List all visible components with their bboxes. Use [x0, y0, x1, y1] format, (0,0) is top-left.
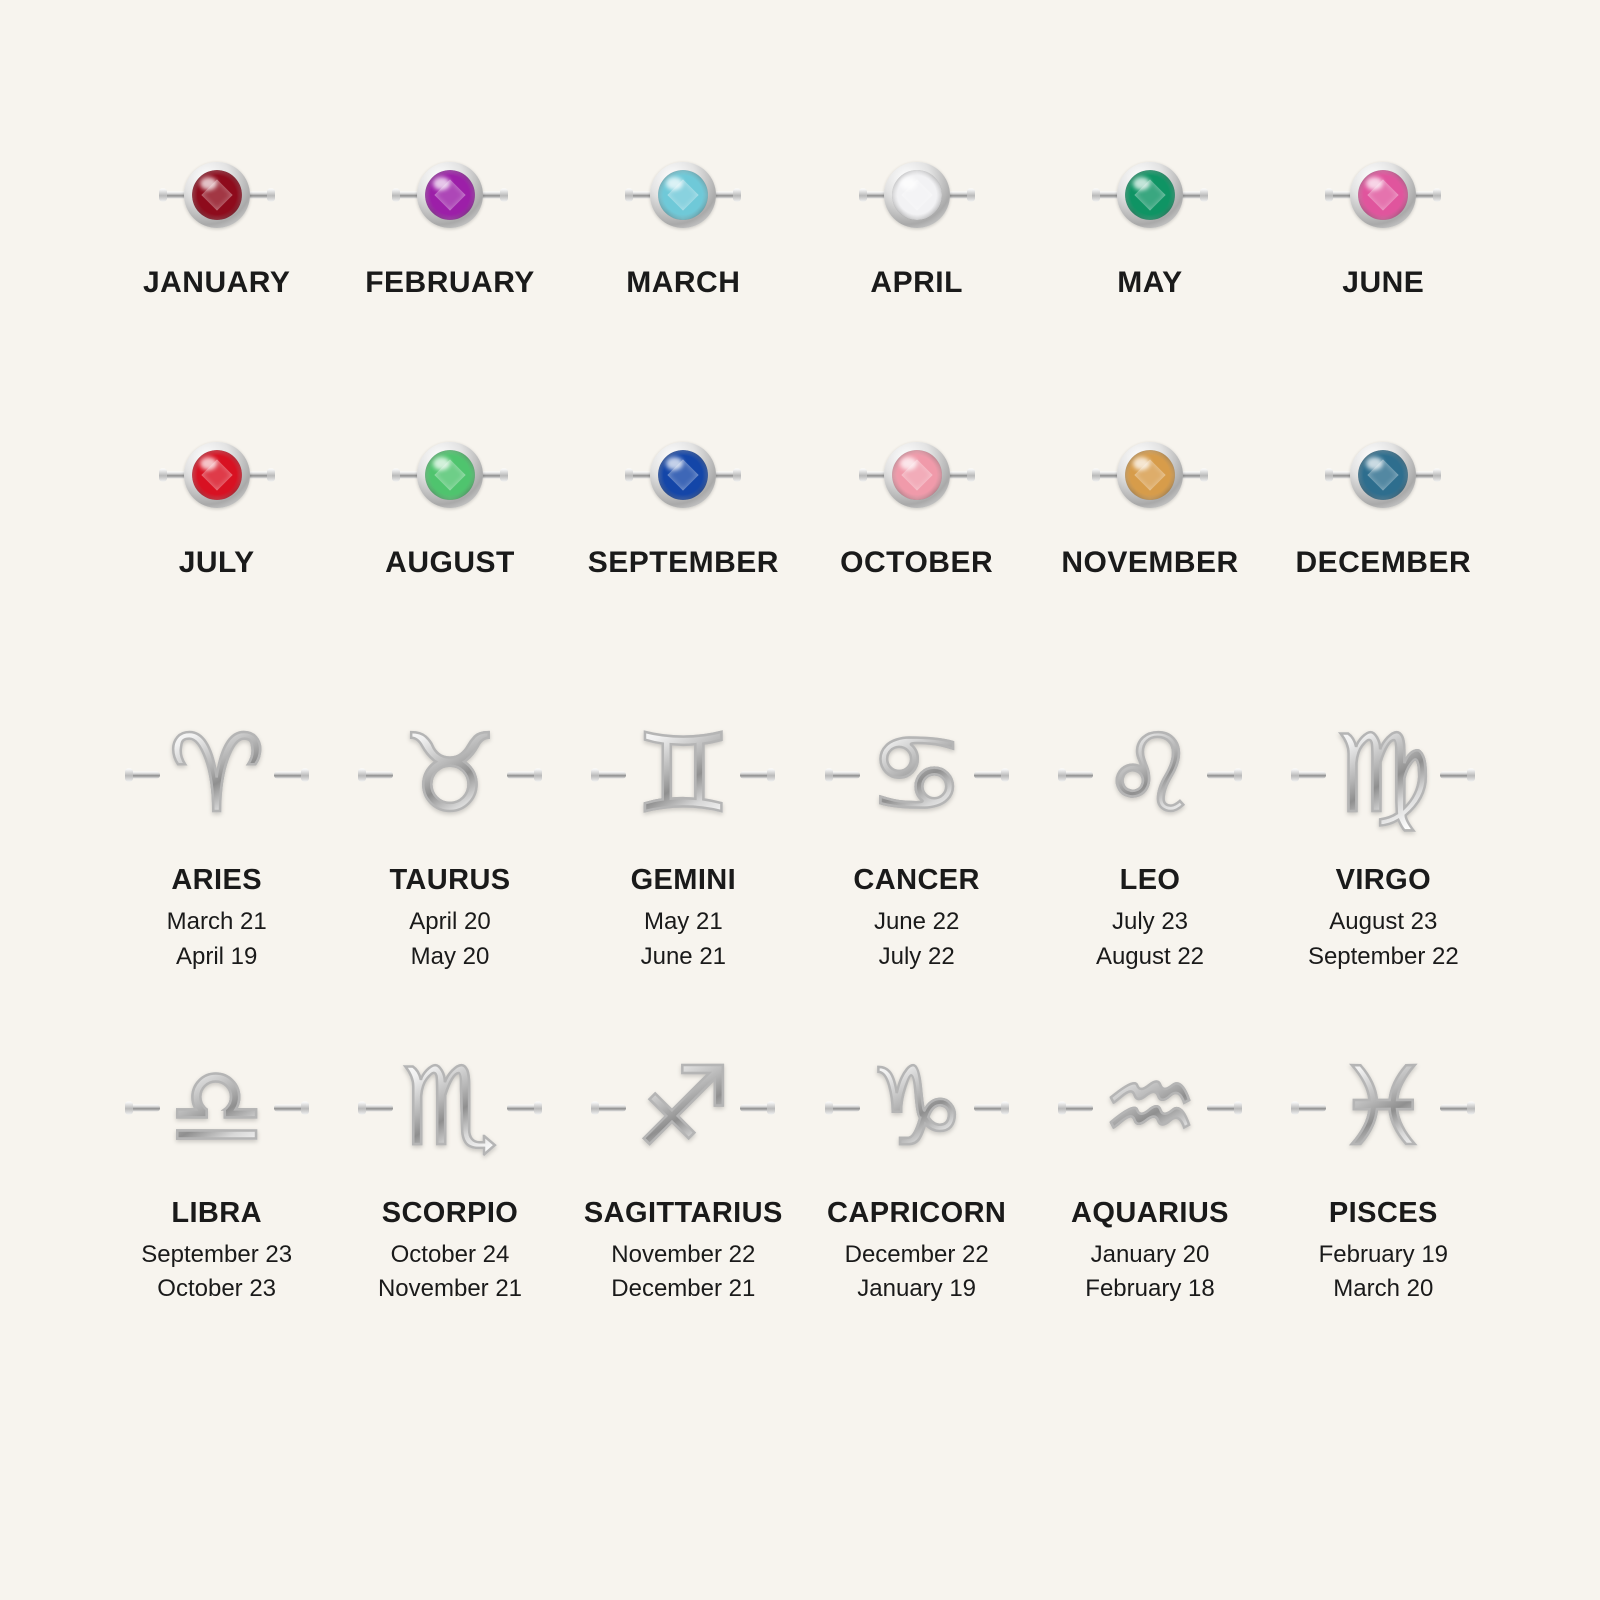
zodiac-cell-aries[interactable]: [100, 700, 333, 975]
zodiac-glyph: ♑: [868, 1044, 966, 1170]
gemstone: [425, 450, 475, 500]
birthstone-month-label: JANUARY: [142, 266, 291, 299]
zodiac-sign-name: VIRGO: [1335, 864, 1432, 896]
connector-bar-right-icon: [507, 772, 541, 779]
birthstone-month-label: FEBRUARY: [365, 266, 535, 299]
zodiac-aries-icon: [112, 700, 322, 850]
zodiac-cell-capricorn[interactable]: [800, 1033, 1033, 1308]
zodiac-glyph: ♋: [868, 712, 966, 837]
zodiac-date-start: May 21: [643, 908, 723, 935]
birthstone-charm-icon: [385, 150, 515, 240]
bezel-setting: [1117, 162, 1183, 228]
connector-bar-left-icon: [126, 772, 160, 779]
birthstone-month-label: JULY: [178, 546, 255, 579]
zodiac-sign-name: SAGITTARIUS: [583, 1196, 783, 1229]
connector-bar-left-icon: [592, 1104, 626, 1111]
zodiac-date-start: November 22: [611, 1240, 756, 1268]
zodiac-date-start: December 22: [844, 1240, 989, 1268]
connector-bar-left-icon: [826, 772, 860, 779]
birthstone-month-label: OCTOBER: [840, 546, 994, 579]
zodiac-capricorn-icon: [812, 1033, 1022, 1183]
zodiac-date-end: April 19: [175, 942, 258, 970]
birthstone-charm-icon: [852, 430, 982, 520]
zodiac-glyph: ♍: [1334, 712, 1432, 837]
zodiac-row-libra-pisces: [100, 1033, 1500, 1308]
connector-bar-right-icon: [1207, 772, 1241, 779]
connector-bar-right-icon: [274, 1104, 308, 1111]
birthstone-charm-icon: [618, 150, 748, 240]
connector-bar-left-icon: [126, 1104, 160, 1111]
connector-bar-left-icon: [1059, 772, 1093, 779]
birthstone-cell-november[interactable]: [1033, 430, 1266, 580]
bezel-setting: [884, 442, 950, 508]
bezel-setting: [650, 442, 716, 508]
bezel-setting: [184, 162, 250, 228]
connector-bar-left-icon: [1059, 1104, 1093, 1111]
gem-highlight: [433, 177, 450, 190]
zodiac-sign-name: ARIES: [171, 864, 262, 896]
connector-bar-right-icon: [740, 772, 774, 779]
bezel-setting: [884, 162, 950, 228]
birthstone-month-label: NOVEMBER: [1061, 546, 1239, 579]
gemstone: [425, 170, 475, 220]
zodiac-sign-name: TAURUS: [389, 864, 511, 896]
birthstone-month-label: JUNE: [1342, 266, 1425, 299]
zodiac-date-end: March 20: [1333, 1275, 1434, 1303]
zodiac-cell-pisces[interactable]: [1267, 1033, 1500, 1308]
zodiac-sign-name: GEMINI: [630, 864, 737, 896]
zodiac-cell-libra[interactable]: [100, 1033, 333, 1308]
zodiac-cell-virgo[interactable]: [1267, 700, 1500, 975]
gemstone: [192, 450, 242, 500]
connector-bar-right-icon: [507, 1104, 541, 1111]
zodiac-date-end: August 22: [1095, 942, 1205, 970]
zodiac-date-end: February 18: [1085, 1275, 1215, 1303]
zodiac-date-start: June 22: [873, 908, 960, 935]
gem-highlight: [900, 457, 917, 470]
zodiac-date-end: November 21: [377, 1275, 523, 1303]
bezel-setting: [1117, 442, 1183, 508]
birthstone-charm-icon: [152, 150, 282, 240]
zodiac-date-start: August 23: [1329, 908, 1438, 935]
zodiac-cell-leo[interactable]: [1033, 700, 1266, 975]
connector-bar-right-icon: [740, 1104, 774, 1111]
birthstone-month-label: MAY: [1117, 266, 1183, 299]
birthstone-row-july-december: [100, 430, 1500, 580]
birthstone-charm-icon: [852, 150, 982, 240]
birthstone-cell-october[interactable]: [800, 430, 1033, 580]
connector-bar-right-icon: [974, 772, 1008, 779]
connector-bar-left-icon: [359, 772, 393, 779]
birthstone-charm-icon: [1318, 430, 1448, 520]
connector-bar-left-icon: [826, 1104, 860, 1111]
birthstone-month-label: SEPTEMBER: [587, 546, 779, 579]
gem-highlight: [200, 177, 217, 190]
connector-bar-right-icon: [1207, 1104, 1241, 1111]
zodiac-glyph: ♉: [401, 712, 499, 837]
gemstone: [892, 170, 942, 220]
zodiac-sign-name: AQUARIUS: [1071, 1196, 1229, 1229]
birthstone-month-label: MARCH: [626, 266, 741, 299]
zodiac-sign-name: LIBRA: [171, 1196, 262, 1229]
zodiac-cell-sagittarius[interactable]: [567, 1033, 800, 1308]
gem-highlight: [200, 457, 217, 470]
birthstone-row-january-june: [100, 150, 1500, 300]
birthstone-charm-icon: [618, 430, 748, 520]
birthstone-cell-august[interactable]: [333, 430, 566, 580]
zodiac-date-end: September 22: [1307, 942, 1459, 970]
gemstone: [1125, 450, 1175, 500]
zodiac-gemini-icon: [578, 700, 788, 850]
zodiac-glyph: ♈: [168, 712, 266, 837]
zodiac-date-end: January 19: [857, 1275, 977, 1303]
gemstone: [892, 450, 942, 500]
connector-bar-right-icon: [974, 1104, 1008, 1111]
zodiac-sign-name: CAPRICORN: [827, 1196, 1007, 1229]
bezel-setting: [1350, 162, 1416, 228]
zodiac-libra-icon: [112, 1033, 322, 1183]
gemstone: [1358, 170, 1408, 220]
gemstone: [658, 450, 708, 500]
zodiac-row-aries-virgo: [100, 700, 1500, 975]
zodiac-virgo-icon: [1278, 700, 1488, 850]
birthstone-charm-icon: [1085, 150, 1215, 240]
zodiac-date-end: July 22: [878, 942, 955, 970]
birthstone-cell-july[interactable]: [100, 430, 333, 580]
zodiac-date-start: July 23: [1111, 908, 1189, 935]
zodiac-date-start: March 21: [166, 908, 267, 935]
connector-bar-left-icon: [359, 1104, 393, 1111]
birthstone-cell-february[interactable]: [333, 150, 566, 300]
birthstone-month-label: DECEMBER: [1295, 546, 1472, 579]
gemstone: [1125, 170, 1175, 220]
bezel-setting: [417, 162, 483, 228]
gemstone: [658, 170, 708, 220]
birthstone-month-label: APRIL: [870, 266, 963, 299]
bezel-setting: [417, 442, 483, 508]
bezel-setting: [650, 162, 716, 228]
zodiac-date-start: October 24: [390, 1240, 510, 1268]
zodiac-glyph: ♎: [168, 1044, 266, 1170]
gemstone: [1358, 450, 1408, 500]
connector-bar-left-icon: [1292, 772, 1326, 779]
zodiac-cell-aquarius[interactable]: [1033, 1033, 1266, 1308]
zodiac-date-start: February 19: [1318, 1240, 1449, 1268]
zodiac-date-end: June 21: [640, 942, 727, 970]
zodiac-taurus-icon: [345, 700, 555, 850]
zodiac-sign-name: PISCES: [1328, 1196, 1438, 1229]
connector-bar-left-icon: [592, 772, 626, 779]
zodiac-cell-taurus[interactable]: [333, 700, 566, 975]
birthstone-cell-may[interactable]: [1033, 150, 1266, 300]
zodiac-sign-name: LEO: [1119, 864, 1181, 896]
gem-highlight: [1133, 457, 1150, 470]
birthstone-charm-icon: [1318, 150, 1448, 240]
birthstone-cell-march[interactable]: [567, 150, 800, 300]
zodiac-cancer-icon: [812, 700, 1022, 850]
zodiac-date-start: September 23: [141, 1240, 293, 1268]
bezel-setting: [1350, 442, 1416, 508]
zodiac-sagittarius-icon: [578, 1033, 788, 1183]
zodiac-leo-icon: [1045, 700, 1255, 850]
birthstone-cell-september[interactable]: [567, 430, 800, 580]
connector-bar-left-icon: [1292, 1104, 1326, 1111]
zodiac-date-end: October 23: [157, 1275, 277, 1303]
zodiac-glyph: ♐: [634, 1044, 732, 1170]
birthstone-cell-april[interactable]: [800, 150, 1033, 300]
birthstone-charm-icon: [152, 430, 282, 520]
zodiac-date-start: January 20: [1090, 1240, 1210, 1268]
zodiac-cell-scorpio[interactable]: [333, 1033, 566, 1308]
zodiac-glyph: ♒: [1101, 1044, 1199, 1170]
gemstone: [192, 170, 242, 220]
birthstone-charm-icon: [1085, 430, 1215, 520]
gem-highlight: [1133, 177, 1150, 190]
zodiac-aquarius-icon: [1045, 1033, 1255, 1183]
connector-bar-right-icon: [274, 772, 308, 779]
birthstone-cell-january[interactable]: [100, 150, 333, 300]
zodiac-glyph: ♊: [634, 712, 732, 837]
zodiac-glyph: ♌: [1101, 712, 1199, 837]
zodiac-glyph: ♏: [401, 1044, 499, 1170]
zodiac-glyph: ♓: [1334, 1044, 1432, 1170]
connector-bar-right-icon: [1440, 1104, 1474, 1111]
birthstone-cell-june[interactable]: [1267, 150, 1500, 300]
birthstone-charm-icon: [385, 430, 515, 520]
zodiac-sign-name: CANCER: [853, 864, 980, 896]
zodiac-date-end: May 20: [410, 942, 490, 970]
gem-highlight: [900, 177, 917, 190]
zodiac-scorpio-icon: [345, 1033, 555, 1183]
zodiac-date-start: April 20: [409, 908, 491, 935]
zodiac-date-end: December 21: [611, 1275, 756, 1303]
gem-highlight: [433, 457, 450, 470]
zodiac-pisces-icon: [1278, 1033, 1488, 1183]
connector-bar-right-icon: [1440, 772, 1474, 779]
zodiac-cell-gemini[interactable]: [567, 700, 800, 975]
zodiac-cell-cancer[interactable]: [800, 700, 1033, 975]
birthstone-month-label: AUGUST: [385, 546, 515, 579]
zodiac-sign-name: SCORPIO: [381, 1196, 519, 1229]
birthstone-cell-december[interactable]: [1267, 430, 1500, 580]
bezel-setting: [184, 442, 250, 508]
